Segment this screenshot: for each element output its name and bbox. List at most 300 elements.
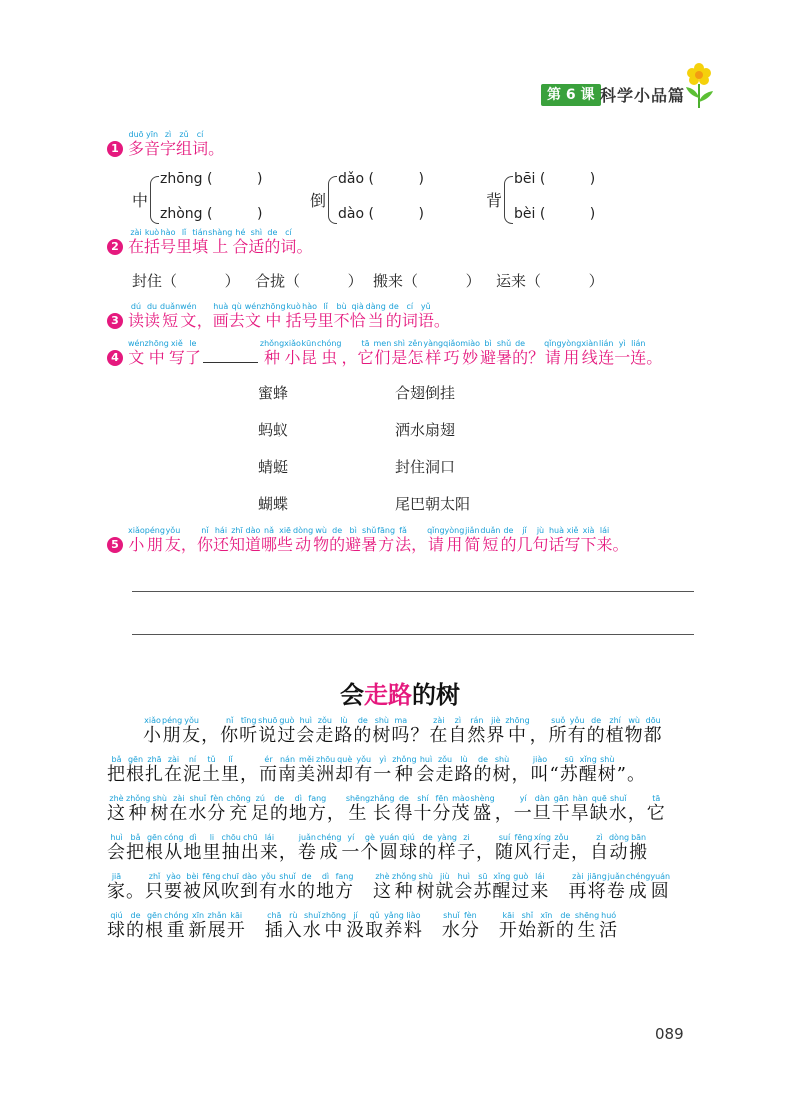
annotated-char: 风fēng <box>513 833 533 863</box>
pinyin: juǎn <box>297 833 317 842</box>
insect-item[interactable]: 蜜蜂 <box>258 384 289 402</box>
fill-blank-item[interactable]: 搬来（ ） <box>373 272 481 290</box>
pinyin: zài <box>164 755 183 764</box>
pinyin: shì <box>248 228 265 237</box>
pinyin: dòng <box>293 526 314 535</box>
pinyin: dào <box>244 526 261 535</box>
annotated-char: 树shù <box>150 794 170 824</box>
pinyin: tián <box>192 228 209 237</box>
pinyin: huà <box>548 526 565 535</box>
annotated-char: 自zì <box>589 833 609 863</box>
pinyin: shǔ <box>496 339 513 348</box>
annotated-char: 里lǐ <box>317 302 334 330</box>
annotated-char: 在zài <box>429 716 449 746</box>
pinyin: guò <box>511 872 531 881</box>
pinyin: zú <box>250 794 270 803</box>
annotated-char: 的de <box>512 339 529 367</box>
annotated-char: 被bèi <box>183 872 202 902</box>
pinyin: xǐng <box>492 872 512 881</box>
annotated-char: 友yǒu <box>182 716 202 746</box>
title-part: 的树 <box>412 680 460 709</box>
pinyin-blank[interactable]: dǎo ( ) <box>338 171 424 187</box>
pinyin <box>279 833 298 842</box>
question-number: 5 <box>107 537 123 553</box>
pinyin: zhǒng <box>259 339 285 348</box>
annotated-char: 新xīn <box>536 911 556 941</box>
annotated-char: 。 <box>646 348 662 367</box>
pinyin: zhōng <box>261 302 286 311</box>
annotated-char: 词cí <box>192 130 209 158</box>
method-item[interactable]: 尾巴朝太阳 <box>395 495 471 513</box>
answer-line[interactable] <box>132 634 694 635</box>
annotated-char: 洲zhōu <box>316 755 336 785</box>
pinyin: nǎ <box>261 526 278 535</box>
annotated-char: 吗ma <box>391 716 411 746</box>
annotated-char: ？ <box>528 348 544 367</box>
insect-item[interactable]: 蜻蜓 <box>258 458 289 476</box>
annotated-char: 水shuǐ <box>278 872 297 902</box>
annotated-char: 随suí <box>494 833 514 863</box>
annotated-char: 地dì <box>288 794 308 824</box>
annotated-char: 树shù <box>372 716 392 746</box>
pinyin <box>550 755 560 764</box>
pinyin <box>646 339 662 348</box>
annotated-char: 线xiàn <box>581 339 599 367</box>
annotated-char: 们men <box>373 339 392 367</box>
pinyin: fēng <box>202 872 221 881</box>
annotated-char: ， <box>476 842 495 863</box>
pinyin <box>296 228 312 237</box>
annotated-char: 有yǒu <box>567 716 587 746</box>
annotated-char: 分fēn <box>432 794 452 824</box>
story-text <box>107 911 619 941</box>
annotated-char: 会huì <box>296 716 316 746</box>
pinyin-blank[interactable]: dào ( ) <box>338 206 424 222</box>
annotated-char: 的de <box>264 228 281 256</box>
pinyin: jù <box>532 526 549 535</box>
annotated-char: 自zì <box>448 716 468 746</box>
pinyin: shàng <box>208 228 233 237</box>
annotated-char: 。 <box>208 139 224 158</box>
lesson-badge: 第 6 课 <box>541 84 601 106</box>
pinyin: duō <box>128 130 145 139</box>
pinyin: zi <box>456 833 476 842</box>
annotated-char: ” <box>617 764 627 785</box>
pinyin: dàn <box>532 794 552 803</box>
story-text <box>107 833 649 863</box>
annotated-char: 要yào <box>164 872 183 902</box>
annotated-char: 风fēng <box>202 872 221 902</box>
annotated-char: 汲jí <box>346 911 366 941</box>
pinyin: qǐng <box>427 526 445 535</box>
pinyin: bì <box>345 526 362 535</box>
pinyin <box>126 872 145 881</box>
pinyin: hái <box>212 526 229 535</box>
annotated-char: 会huì <box>454 872 474 902</box>
annotated-char: 来lái <box>530 872 550 902</box>
pinyin: zhǒng <box>392 872 417 881</box>
annotated-char: 充chōng <box>226 794 251 824</box>
pinyin: rán <box>467 716 487 725</box>
annotated-char: 的de <box>586 716 606 746</box>
annotated-char: 醒xǐng <box>492 872 512 902</box>
annotated-char: 写xiě <box>564 526 581 554</box>
pinyin: yòng <box>561 339 582 348</box>
story-line <box>107 872 670 903</box>
annotated-char: 过guò <box>511 872 531 902</box>
pinyin: du <box>144 302 161 311</box>
pinyin <box>495 794 514 803</box>
annotated-char: ， <box>279 842 298 863</box>
insect-item[interactable]: 蝴蝶 <box>258 495 289 513</box>
pinyin: zǒu <box>551 833 571 842</box>
annotated-char: 它tā <box>357 339 374 367</box>
pinyin: dì <box>316 872 335 881</box>
story-line <box>107 911 618 942</box>
annotated-char: 足zú <box>250 794 270 824</box>
annotated-char: 说shuō <box>258 716 278 746</box>
pinyin <box>434 302 450 311</box>
pinyin: lù <box>334 716 354 725</box>
pinyin: zì <box>448 716 468 725</box>
annotated-char: ， <box>411 535 427 554</box>
annotated-char: 物wù <box>313 526 330 554</box>
annotated-char: ， <box>341 348 357 367</box>
pinyin: cí <box>280 228 297 237</box>
annotated-char: 写xiě <box>168 339 185 367</box>
polyphone-char: 中 <box>132 191 149 210</box>
annotated-char: ？ <box>410 725 429 746</box>
annotated-char: 来lái <box>596 526 613 554</box>
annotated-char: 一yí <box>341 833 361 863</box>
annotated-char: 号hào <box>301 302 318 330</box>
annotated-char: 有yǒu <box>354 755 374 785</box>
annotated-char: 短duǎn <box>480 526 501 554</box>
pinyin-blank[interactable]: zhōng ( ) <box>160 171 263 187</box>
pinyin: yǎng <box>384 911 404 920</box>
pinyin: chā <box>264 911 284 920</box>
pinyin: jiè <box>486 716 506 725</box>
pinyin: jiāng <box>587 872 607 881</box>
annotated-char: ， <box>240 764 259 785</box>
annotated-char: 土tǔ <box>202 755 221 785</box>
pinyin: nán <box>278 755 297 764</box>
pinyin <box>549 872 568 881</box>
pinyin: liào <box>403 911 423 920</box>
pinyin: zhā <box>145 755 164 764</box>
pinyin: sū <box>473 872 493 881</box>
pinyin <box>528 339 544 348</box>
annotated-char: 水shuǐ <box>441 911 461 941</box>
annotated-char: 有yǒu <box>259 872 278 902</box>
annotated-char: 苏sū <box>473 872 493 902</box>
pinyin: huó <box>599 911 619 920</box>
pinyin: chōng <box>226 794 251 803</box>
annotated-char: 的de <box>418 833 438 863</box>
question-5 <box>107 526 629 555</box>
annotated-char: 里lǐ <box>176 228 193 256</box>
pinyin: zài <box>128 228 145 237</box>
annotated-char: 根gēn <box>126 755 145 785</box>
pinyin: qiú <box>399 833 419 842</box>
pinyin: shù <box>597 755 617 764</box>
insect-item[interactable]: 蚂蚁 <box>258 421 289 439</box>
annotated-char: 得de <box>394 794 414 824</box>
method-item[interactable]: 封住洞口 <box>395 458 456 476</box>
pinyin: de <box>385 302 402 311</box>
annotated-char: 括kuò <box>285 302 302 330</box>
annotated-char: 分fèn <box>460 911 480 941</box>
annotated-char <box>354 881 373 902</box>
pinyin <box>246 911 265 920</box>
pinyin: yǔ <box>417 302 434 311</box>
pinyin: xiě <box>564 526 581 535</box>
annotated-char: 在zài <box>164 755 183 785</box>
annotated-char: 暑shǔ <box>496 339 513 367</box>
pinyin: ér <box>259 755 278 764</box>
annotated-char: 搬bān <box>629 833 649 863</box>
annotated-char: 只zhǐ <box>145 872 164 902</box>
annotated-char: 一yì <box>614 339 631 367</box>
pinyin: shí <box>413 794 433 803</box>
pinyin: cí <box>192 130 209 139</box>
annotated-char: 的de <box>126 911 145 941</box>
pinyin: jiào <box>530 755 550 764</box>
pinyin: gēn <box>126 755 145 764</box>
annotated-char: 这zhè <box>107 794 126 824</box>
count-blank[interactable] <box>203 362 258 363</box>
pinyin: bān <box>629 833 649 842</box>
annotated-char: 连lián <box>598 339 615 367</box>
pinyin: de <box>297 872 316 881</box>
pinyin: nǐ <box>220 716 240 725</box>
pinyin-blank[interactable]: bèi ( ) <box>514 206 596 222</box>
annotated-char: 用yòng <box>444 526 465 554</box>
pinyin: xiàn <box>581 339 599 348</box>
annotated-char: 友yǒu <box>164 526 181 554</box>
pinyin <box>327 794 346 803</box>
pinyin: le <box>184 339 201 348</box>
annotated-char: 填tián <box>192 228 209 256</box>
annotated-char: ， <box>197 311 213 330</box>
annotated-char: 文wén <box>244 302 262 330</box>
pinyin-blank[interactable]: zhòng ( ) <box>160 206 263 222</box>
pinyin: zhǐ <box>145 872 164 881</box>
fill-blank-item[interactable]: 合拢（ ） <box>255 272 363 290</box>
annotated-char: 长zhǎng <box>370 794 395 824</box>
fill-blank-item[interactable]: 运来（ ） <box>496 272 604 290</box>
annotated-char: 根gēn <box>145 833 164 863</box>
annotated-char: 缺quē <box>589 794 609 824</box>
pinyin: shuǐ <box>608 794 628 803</box>
annotated-char: 物wù <box>624 716 644 746</box>
pinyin: ní <box>183 755 202 764</box>
annotated-char: 画huà <box>212 302 229 330</box>
annotated-char: 吹chuī <box>221 872 240 902</box>
pinyin: shuō <box>258 716 278 725</box>
annotated-char: 。 <box>434 311 450 330</box>
annotated-char: 听tīng <box>239 716 259 746</box>
annotated-char: 开kāi <box>226 911 246 941</box>
annotated-char: 中zhōng <box>144 339 169 367</box>
pinyin: zǒu <box>315 716 335 725</box>
annotated-char: 的de <box>500 526 517 554</box>
fill-blank-item[interactable]: 封住（ ） <box>132 272 240 290</box>
pinyin: shǔ <box>361 526 378 535</box>
pinyin: qià <box>349 302 366 311</box>
pinyin: huì <box>107 833 126 842</box>
method-item[interactable]: 洒水扇翅 <box>395 421 456 439</box>
annotated-char: 新xīn <box>188 911 208 941</box>
annotated-char: 路lù <box>454 755 474 785</box>
annotated-char: 不bù <box>333 302 350 330</box>
pinyin: bǎ <box>126 833 145 842</box>
annotated-char: 在zài <box>169 794 189 824</box>
pinyin <box>201 716 220 725</box>
annotated-char: 。 <box>126 881 145 902</box>
pinyin: zhōng <box>505 716 530 725</box>
annotated-char: ， <box>181 535 197 554</box>
method-item[interactable]: 合翅倒挂 <box>395 384 456 402</box>
annotated-char: 的de <box>269 794 289 824</box>
annotated-char: 就jiù <box>435 872 455 902</box>
pinyin: dì <box>288 794 308 803</box>
pinyin: juǎn <box>606 872 626 881</box>
annotated-char: 括kuò <box>144 228 161 256</box>
pinyin-blank[interactable]: bēi ( ) <box>514 171 596 187</box>
annotated-char: ， <box>495 803 514 824</box>
pinyin: lián <box>630 339 647 348</box>
pinyin: bǎ <box>107 755 126 764</box>
pinyin: shuǐ <box>278 872 297 881</box>
title-highlight: 走路 <box>364 680 412 709</box>
annotated-char: 十shí <box>413 794 433 824</box>
annotated-char: 水shuǐ <box>302 911 322 941</box>
annotated-char: 卷juǎn <box>297 833 317 863</box>
annotated-char: 文wén <box>180 302 197 330</box>
pinyin: suǒ <box>548 716 568 725</box>
annotated-char: ， <box>571 842 590 863</box>
answer-line[interactable] <box>132 591 694 592</box>
pinyin: de <box>418 833 438 842</box>
polyphone-char: 背 <box>486 191 503 210</box>
annotated-char: 的de <box>329 526 346 554</box>
pinyin: zài <box>169 794 189 803</box>
annotated-char: 这zhè <box>373 872 392 902</box>
annotated-char: 了le <box>184 339 201 367</box>
pinyin: dào <box>240 872 259 881</box>
pinyin: fāng <box>377 526 396 535</box>
annotated-char: 的de <box>297 872 316 902</box>
annotated-char: 植zhí <box>605 716 625 746</box>
pinyin: zài <box>429 716 449 725</box>
annotated-char: ， <box>512 764 531 785</box>
pinyin: de <box>512 339 529 348</box>
annotated-char: 却què <box>335 755 355 785</box>
annotated-char: 都dōu <box>643 716 663 746</box>
polyphone-char: 倒 <box>310 191 327 210</box>
annotated-char: 里li <box>202 833 222 863</box>
annotated-char: 走zǒu <box>551 833 571 863</box>
pinyin: de <box>269 794 289 803</box>
pinyin: qǐng <box>544 339 562 348</box>
pinyin: dàng <box>365 302 386 311</box>
annotated-char <box>423 920 442 941</box>
pinyin: zhǒng <box>392 755 417 764</box>
annotated-char: 音yīn <box>144 130 161 158</box>
pinyin: dōu <box>643 716 663 725</box>
annotated-char: 字zì <box>160 130 177 158</box>
pinyin: wén <box>244 302 262 311</box>
annotated-char: 小xiǎo <box>128 526 145 554</box>
annotated-char: 简jiǎn <box>464 526 481 554</box>
pinyin <box>627 755 646 764</box>
annotated-char: 合hé <box>232 228 249 256</box>
annotated-char: 行xíng <box>532 833 552 863</box>
pinyin: fèn <box>207 794 227 803</box>
pinyin <box>208 130 224 139</box>
pinyin: lái <box>259 833 279 842</box>
brace <box>150 176 159 224</box>
pinyin: de <box>353 716 373 725</box>
annotated-char: 重chóng <box>164 911 189 941</box>
question-2 <box>107 228 312 257</box>
pinyin: de <box>126 911 145 920</box>
pinyin: shēng <box>574 911 600 920</box>
pinyin <box>480 911 499 920</box>
annotated-char: 球qiú <box>399 833 419 863</box>
pinyin: wén <box>128 339 145 348</box>
annotated-char: 会huì <box>416 755 436 785</box>
pinyin: yǒu <box>354 755 374 764</box>
annotated-char: 去qù <box>228 302 245 330</box>
pinyin: lù <box>454 755 474 764</box>
pinyin: xiě <box>168 339 185 348</box>
annotated-char: 动dòng <box>293 526 314 554</box>
annotated-char: 抽chōu <box>221 833 241 863</box>
pinyin: cí <box>401 302 418 311</box>
annotated-char: 家jiā <box>107 872 126 902</box>
annotated-char: 知zhī <box>228 526 245 554</box>
annotated-char: 圆yuán <box>650 872 671 902</box>
pinyin: shù <box>416 872 436 881</box>
annotated-char: 的de <box>473 755 493 785</box>
annotated-char: 水shuǐ <box>608 794 628 824</box>
annotated-char: 请qǐng <box>427 526 445 554</box>
pinyin: měi <box>297 755 316 764</box>
annotated-char: 将jiāng <box>587 872 607 902</box>
pinyin: ma <box>391 716 411 725</box>
pinyin: xiǎo <box>128 526 145 535</box>
annotated-char: 过guò <box>277 716 297 746</box>
annotated-char: 插chā <box>264 911 284 941</box>
question-number: 4 <box>107 350 123 366</box>
pinyin <box>354 872 373 881</box>
pinyin: de <box>500 526 517 535</box>
pinyin: péng <box>162 716 183 725</box>
story-text <box>107 794 666 824</box>
pinyin: gēn <box>145 833 164 842</box>
annotated-char <box>480 920 499 941</box>
pinyin: lián <box>598 339 615 348</box>
question-3 <box>107 302 450 331</box>
pinyin: kuò <box>144 228 161 237</box>
pinyin: mào <box>451 794 471 803</box>
annotated-char: 美měi <box>297 755 316 785</box>
pinyin: li <box>202 833 222 842</box>
pinyin: bù <box>333 302 350 311</box>
annotated-char: 的de <box>555 911 575 941</box>
